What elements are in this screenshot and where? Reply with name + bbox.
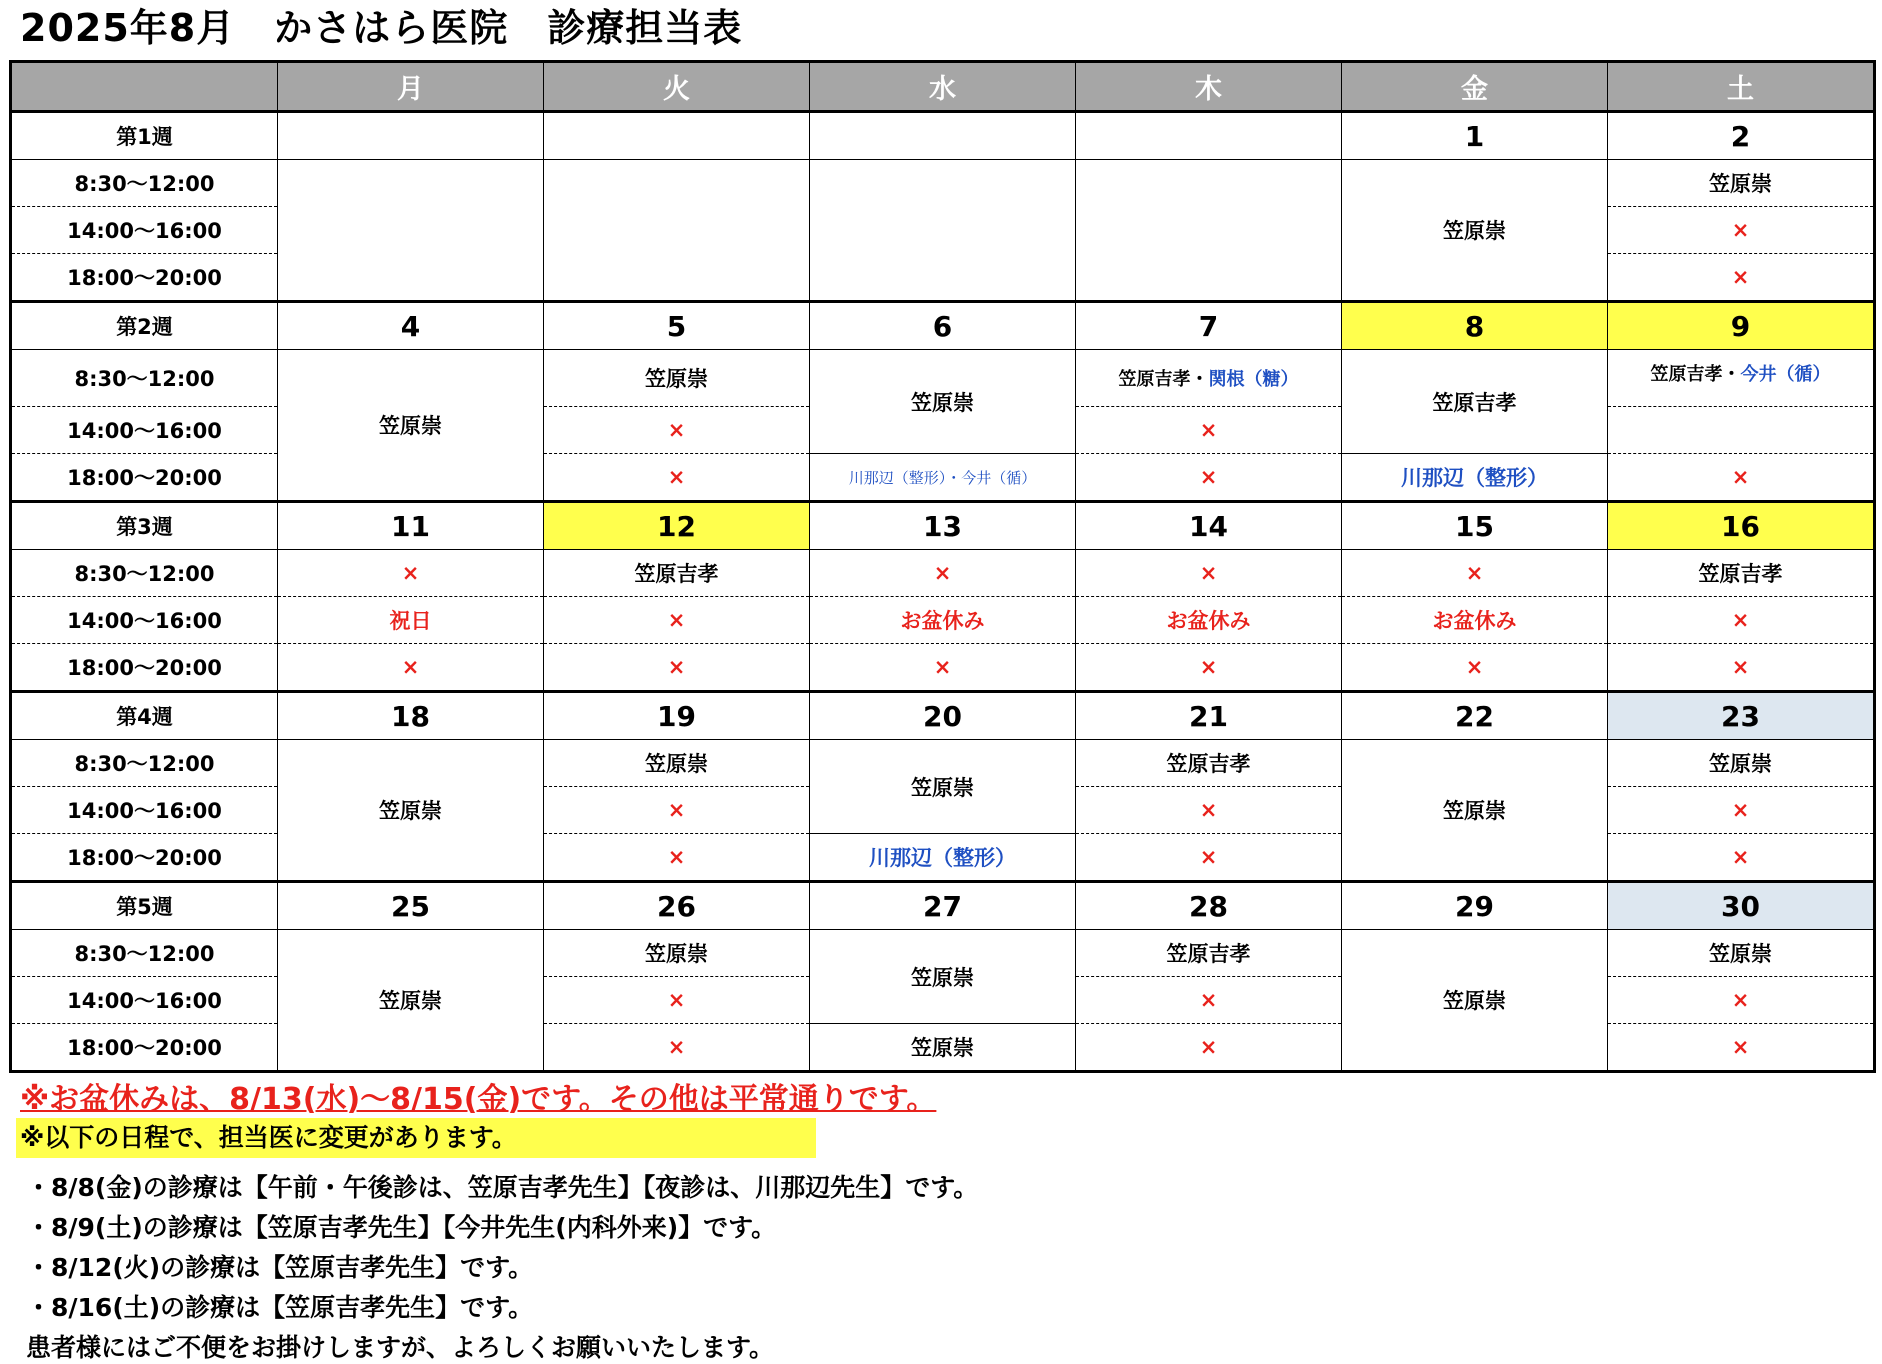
date-cell: 1	[1342, 112, 1608, 160]
week5-date-row	[11, 882, 1875, 930]
date-cell	[1076, 112, 1342, 160]
doctor-cell: 笠原崇	[278, 350, 544, 502]
header-row	[11, 62, 1875, 112]
date-cell-highlight: 9	[1608, 302, 1875, 350]
time-slot-label: 14:00～16:00	[11, 787, 278, 834]
closed-mark: ×	[810, 644, 1076, 692]
time-slot-label: 14:00～16:00	[11, 207, 278, 254]
doctor-cell: 笠原崇	[810, 1024, 1076, 1072]
date-cell	[278, 112, 544, 160]
header-thu: 木	[1076, 62, 1342, 112]
doctor-cell: 笠原崇	[1608, 930, 1875, 977]
header-blank	[11, 62, 278, 112]
week3-slot1	[11, 550, 1875, 597]
doctor-cell: 笠原吉孝	[1076, 930, 1342, 977]
date-cell: 6	[810, 302, 1076, 350]
closed-mark: ×	[544, 977, 810, 1024]
closed-mark: ×	[1076, 550, 1342, 597]
doctor-cell: 笠原崇	[278, 740, 544, 882]
time-slot-label: 18:00～20:00	[11, 1024, 278, 1072]
empty-cell	[1076, 160, 1342, 302]
time-slot-label: 8:30～12:00	[11, 930, 278, 977]
doctor-cell: 笠原崇	[810, 740, 1076, 834]
change-line: ・8/16(土)の診療は【笠原吉孝先生】です。	[26, 1293, 534, 1322]
closed-mark: ×	[544, 834, 810, 882]
time-slot-label: 18:00～20:00	[11, 254, 278, 302]
date-cell: 21	[1076, 692, 1342, 740]
time-slot-label: 14:00～16:00	[11, 407, 278, 454]
time-slot-label: 8:30～12:00	[11, 160, 278, 207]
page-title: 2025年8月 かさはら医院 診療担当表	[20, 6, 743, 50]
date-cell: 5	[544, 302, 810, 350]
date-cell	[810, 112, 1076, 160]
closed-mark: ×	[1608, 254, 1875, 302]
doctor-cell: 笠原崇	[1608, 740, 1875, 787]
empty-cell	[1608, 407, 1875, 454]
date-cell-highlight: 8	[1342, 302, 1608, 350]
date-cell: 7	[1076, 302, 1342, 350]
doctor-cell-specialist: 川那辺（整形）	[1342, 454, 1608, 502]
date-cell-highlight: 16	[1608, 502, 1875, 550]
date-cell: 29	[1342, 882, 1608, 930]
doctor-cell: 笠原吉孝	[1342, 350, 1608, 454]
closed-mark: ×	[1608, 834, 1875, 882]
doctor-cell: 笠原崇	[1342, 160, 1608, 302]
change-line: ・8/8(金)の診療は【午前・午後診は、笠原吉孝先生】【夜診は、川那辺先生】です。	[26, 1173, 979, 1202]
obon-notice: ※お盆休みは、8/13(水)～8/15(金)です。その他は平常通りです。	[20, 1082, 937, 1117]
date-cell: 27	[810, 882, 1076, 930]
doctor-cell: 笠原崇	[1342, 740, 1608, 882]
week-label: 第4週	[11, 692, 278, 740]
closed-mark: ×	[544, 1024, 810, 1072]
doctor-cell: 笠原崇	[1608, 160, 1875, 207]
closed-mark: ×	[810, 550, 1076, 597]
time-slot-label: 14:00～16:00	[11, 977, 278, 1024]
empty-cell	[810, 160, 1076, 302]
closed-mark: ×	[1608, 787, 1875, 834]
date-cell-highlight: 12	[544, 502, 810, 550]
closed-mark: ×	[544, 454, 810, 502]
time-slot-label: 18:00～20:00	[11, 454, 278, 502]
week-label: 第2週	[11, 302, 278, 350]
date-cell: 14	[1076, 502, 1342, 550]
header-fri: 金	[1342, 62, 1608, 112]
week2-slot1	[11, 350, 1875, 407]
week4-slot1	[11, 740, 1875, 787]
doctor-cell: 笠原崇	[810, 930, 1076, 1024]
closed-mark: ×	[278, 644, 544, 692]
obon-label: お盆休み	[810, 597, 1076, 644]
week2-date-row	[11, 302, 1875, 350]
date-cell: 25	[278, 882, 544, 930]
closed-mark: ×	[1608, 1024, 1875, 1072]
date-cell: 11	[278, 502, 544, 550]
closed-mark: ×	[544, 407, 810, 454]
closed-mark: ×	[1342, 550, 1608, 597]
closed-mark: ×	[1076, 644, 1342, 692]
doctor-cell: 笠原崇	[278, 930, 544, 1072]
date-cell: 15	[1342, 502, 1608, 550]
header-mon: 月	[278, 62, 544, 112]
doctor-cell: 笠原崇	[544, 350, 810, 407]
closed-mark: ×	[544, 787, 810, 834]
obon-label: お盆休み	[1342, 597, 1608, 644]
closed-mark: ×	[1608, 597, 1875, 644]
header-sat: 土	[1608, 62, 1875, 112]
schedule-table	[9, 60, 1876, 1073]
closing-message: 患者様にはご不便をお掛けしますが、よろしくお願いいたします。	[26, 1333, 775, 1362]
week4-date-row	[11, 692, 1875, 740]
date-cell: 26	[544, 882, 810, 930]
week1-date-row	[11, 112, 1875, 160]
closed-mark: ×	[1608, 644, 1875, 692]
closed-mark: ×	[1608, 207, 1875, 254]
closed-mark: ×	[278, 550, 544, 597]
date-cell	[544, 112, 810, 160]
week-label: 第5週	[11, 882, 278, 930]
date-cell: 20	[810, 692, 1076, 740]
date-cell-saturday: 23	[1608, 692, 1875, 740]
doctor-cell-specialist: 川那辺（整形）	[810, 834, 1076, 882]
date-cell: 2	[1608, 112, 1875, 160]
week-label: 第1週	[11, 112, 278, 160]
empty-cell	[278, 160, 544, 302]
doctor-cell	[1076, 350, 1342, 407]
closed-mark: ×	[1076, 454, 1342, 502]
doctor-cell: 笠原崇	[544, 930, 810, 977]
doctor-cell: 笠原崇	[1342, 930, 1608, 1072]
change-notice: ※以下の日程で、担当医に変更があります。	[16, 1118, 816, 1158]
header-tue: 火	[544, 62, 810, 112]
date-cell-saturday: 30	[1608, 882, 1875, 930]
doctor-cell: 笠原崇	[544, 740, 810, 787]
doctor-cell: 笠原吉孝	[544, 550, 810, 597]
week3-slot3	[11, 644, 1875, 692]
header-wed: 水	[810, 62, 1076, 112]
closed-mark: ×	[1076, 1024, 1342, 1072]
change-line: ・8/12(火)の診療は【笠原吉孝先生】です。	[26, 1253, 534, 1282]
closed-mark: ×	[544, 597, 810, 644]
change-line: ・8/9(土)の診療は【笠原吉孝先生】【今井先生(内科外来)】です。	[26, 1213, 777, 1242]
date-cell: 18	[278, 692, 544, 740]
closed-mark: ×	[1076, 787, 1342, 834]
time-slot-label: 14:00～16:00	[11, 597, 278, 644]
doctor-cell: 笠原崇	[810, 350, 1076, 454]
doctor-name-specialist: 関根（糖）	[1208, 369, 1299, 390]
date-cell: 4	[278, 302, 544, 350]
date-cell: 22	[1342, 692, 1608, 740]
doctor-cell: 笠原吉孝	[1076, 740, 1342, 787]
time-slot-label: 8:30～12:00	[11, 740, 278, 787]
date-cell: 19	[544, 692, 810, 740]
week3-date-row	[11, 502, 1875, 550]
doctor-name-specialist: 今井（循）	[1740, 364, 1831, 385]
doctor-cell-specialist: 川那辺（整形）・今井（循）	[810, 454, 1076, 502]
week3-slot2	[11, 597, 1875, 644]
doctor-name: 笠原吉孝・	[1118, 369, 1209, 390]
date-cell: 13	[810, 502, 1076, 550]
date-cell: 28	[1076, 882, 1342, 930]
obon-label: お盆休み	[1076, 597, 1342, 644]
week1-slot1	[11, 160, 1875, 207]
closed-mark: ×	[1608, 454, 1875, 502]
holiday-label: 祝日	[278, 597, 544, 644]
doctor-cell: 笠原吉孝	[1608, 550, 1875, 597]
time-slot-label: 18:00～20:00	[11, 834, 278, 882]
week-label: 第3週	[11, 502, 278, 550]
week5-slot1	[11, 930, 1875, 977]
closed-mark: ×	[1076, 977, 1342, 1024]
empty-cell	[544, 160, 810, 302]
doctor-cell	[1608, 350, 1875, 407]
closed-mark: ×	[1342, 644, 1608, 692]
closed-mark: ×	[1608, 977, 1875, 1024]
closed-mark: ×	[544, 644, 810, 692]
time-slot-label: 8:30～12:00	[11, 550, 278, 597]
time-slot-label: 8:30～12:00	[11, 350, 278, 407]
time-slot-label: 18:00～20:00	[11, 644, 278, 692]
closed-mark: ×	[1076, 834, 1342, 882]
closed-mark: ×	[1076, 407, 1342, 454]
doctor-name: 笠原吉孝・	[1650, 364, 1741, 385]
